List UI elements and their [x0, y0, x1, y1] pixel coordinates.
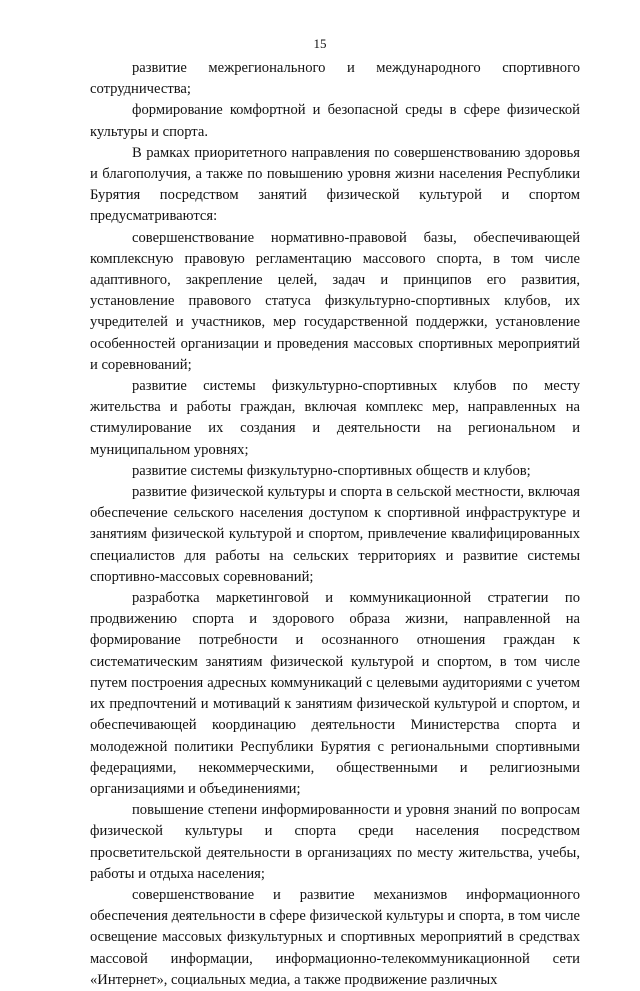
paragraph: В рамках приоритетного направления по совершенствованию здоровья и благополучия, а также по повышению уровня жизни населения Республики Бурятия посредством занятий физической культурой и спортом предусматриваются: — [90, 144, 580, 225]
page-number: 15 — [313, 36, 327, 51]
paragraph: развитие физической культуры и спорта в сельской местности, включая обеспечение сельского населения доступом к спортивной инфраструктуре и занятиям физической культурой и спортом, привлечение квалифицированных специалистов для работы на сельских территориях и развитие системы спортивно-массовых соревнований; — [90, 484, 580, 585]
paragraph: совершенствование и развитие механизмов информационного обеспечения деятельности в сфере физической культуры и спорта, в том числе освещение массовых физкультурных и спортивных мероприятий в средствах массовой информации, информационно-телекоммуникационной сети «Интернет», социальных медиа, а также продвижение различных — [90, 886, 580, 988]
paragraph: формирование комфортной и безопасной среды в сфере физической культуры и спорта. — [90, 102, 580, 140]
paragraph: развитие системы физкультурно-спортивных клубов по месту жительства и работы граждан, включая комплекс мер, направленных на стимулирование их создания и деятельности на региональном и муниципальном уровнях; — [90, 378, 580, 458]
paragraph: повышение степени информированности и уровня знаний по вопросам физической культуры и спорта среди населения посредством просветительской деятельности в организациях по месту жительства, учебы, работы и отдыха населения; — [90, 802, 580, 882]
paragraph: развитие межрегионального и международного спортивного сотрудничества; — [90, 60, 580, 98]
paragraph: развитие системы физкультурно-спортивных обществ и клубов; — [132, 462, 531, 479]
paragraph: разработка маркетинговой и коммуникационной стратегии по продвижению спорта и здорового образа жизни, направленной на формирование потребности и осознанного отношения граждан к систематическим занятиям физической культурой и спортом, в том числе путем построения адресных коммуникаций с целевыми аудиториями с учетом их предпочтений и мотиваций к занятиям физической культурой и спортом, и обеспечивающей координацию деятельности Министерства спорта и молодежной политики Республики Бурятия с региональными спортивными федерациями, некоммерческими, общественными и религиозными организациями и объединениями; — [90, 590, 580, 797]
paragraph: совершенствование нормативно-правовой базы, обеспечивающей комплексную правовую регламентацию массового спорта, в том числе адаптивного, закрепление целей, задач и принципов его развития, установление правового статуса физкультурно-спортивных клубов, их учредителей и участников, мер государственной поддержки, установление особенностей организации и проведения массовых спортивных мероприятий и соревнований; — [90, 229, 580, 373]
document-body — [90, 58, 580, 991]
